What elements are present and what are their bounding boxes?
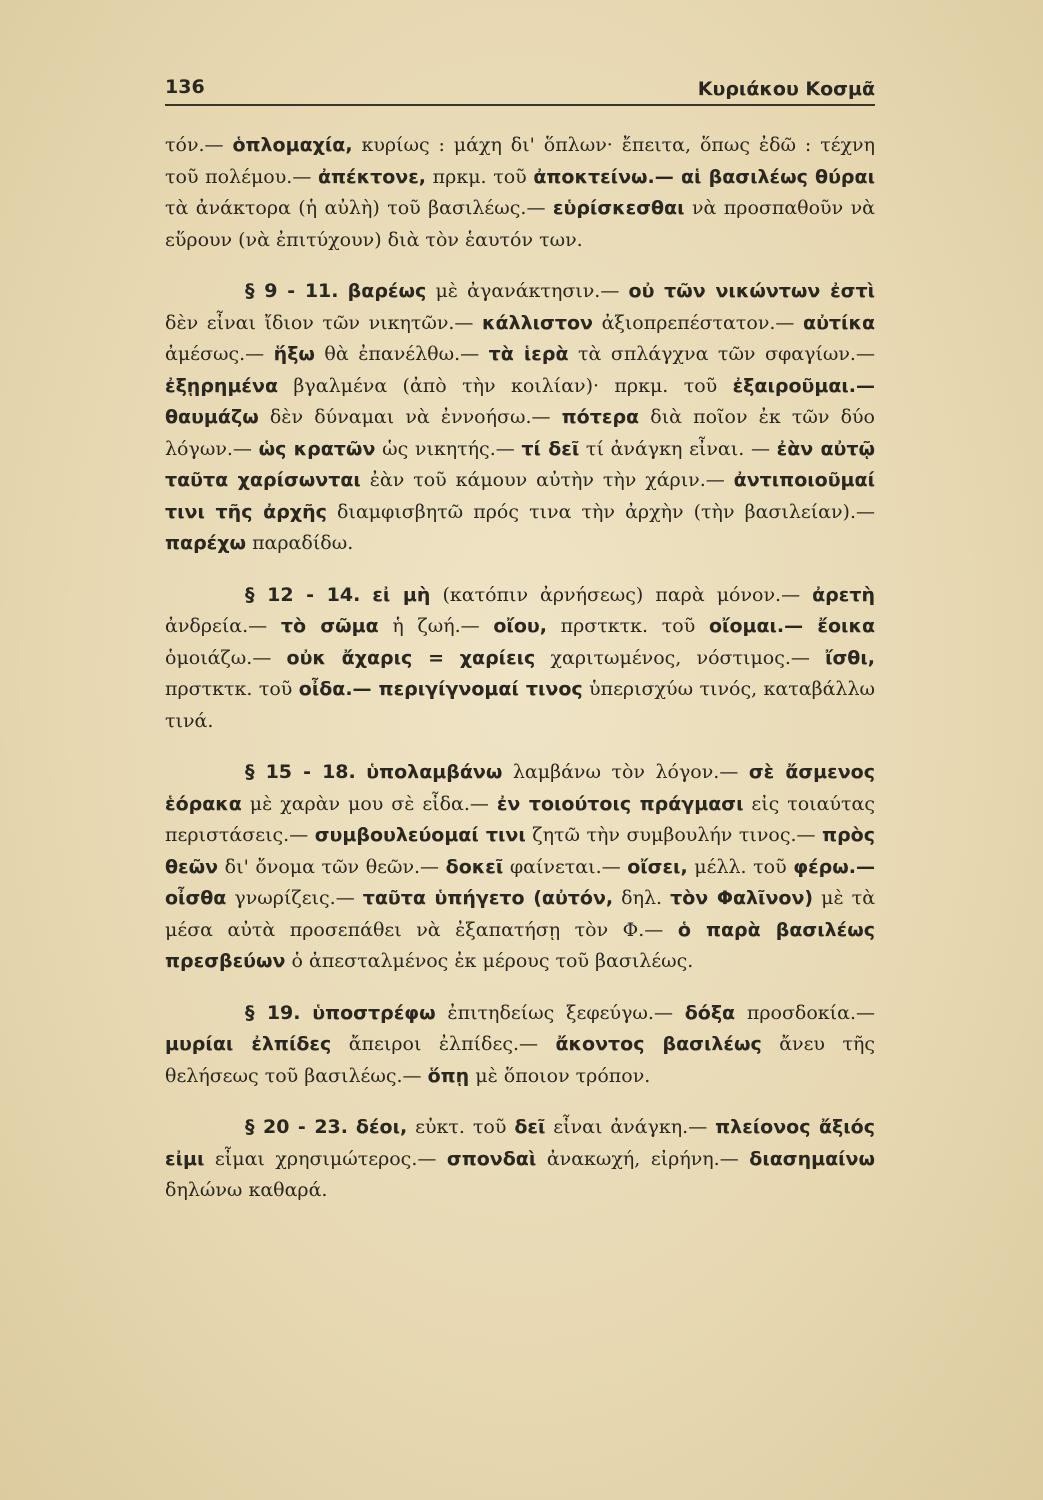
headword: ἀπέκτονε, xyxy=(317,165,427,188)
gloss-text: δὲν δύναμαι νὰ ἐννοήσω.— xyxy=(258,406,562,428)
headword: οἴου, xyxy=(493,615,547,637)
gloss-text: παραδίδω. xyxy=(246,532,354,554)
gloss-text: νὰ προσπαθοῦν νὰ εὕρουν (νὰ ἐπιτύχουν) διὰ τὸν ἑαυτόν των. xyxy=(165,197,875,251)
headword: οὐ τῶν νικώντων ἐστὶ xyxy=(628,280,875,302)
gloss-text: ἐὰν τοῦ κάμουν αὐτὴν τὴν χάριν.— xyxy=(360,469,734,491)
gloss-text: πρστκτκ. τοῦ xyxy=(546,615,709,637)
gloss-text: δηλώνω καθαρά. xyxy=(165,1179,328,1201)
headword: μυρίαι ἐλπίδες xyxy=(165,1033,332,1055)
headword: ἥξω xyxy=(273,343,315,365)
headword: βαρέως xyxy=(347,280,427,302)
paragraph-section-20-23 xyxy=(165,1112,875,1207)
gloss-text: μὲ ἀγανάκτησιν.— xyxy=(426,280,629,302)
headword: ἐν τοιούτοις πράγμασι xyxy=(496,792,744,815)
headword: εὑρίσκεσθαι xyxy=(552,197,685,219)
headword: ὁ παρὰ βασιλέως πρεσβεύων xyxy=(165,918,876,972)
gloss-text: φαίνεται.— xyxy=(503,855,628,878)
section-marker: § 12 - 14. xyxy=(245,583,361,606)
gloss-text: πρκμ. τοῦ xyxy=(426,165,534,188)
gloss-text: εἶμαι χρησιμώτερος.— xyxy=(204,1147,447,1170)
headword: ἐξαιροῦμαι.— θαυμάζω xyxy=(165,374,875,428)
page-number: 136 xyxy=(165,76,205,98)
gloss-text: μὲ ὅποιον τρόπον. xyxy=(469,1064,651,1087)
headword: κάλλιστον xyxy=(482,311,593,334)
headword: ταῦτα ὑπήγετο (αὐτόν, xyxy=(362,887,614,909)
gloss-text: θὰ ἐπανέλθω.— xyxy=(314,343,489,365)
gloss-text: ἀνδρεία.— xyxy=(165,615,281,637)
gloss-text: ἄνευ τῆς θελήσεως τοῦ βασιλέως.— xyxy=(165,1033,875,1087)
gloss-text: μὲ χαρὰν μου σὲ εἶδα.— xyxy=(241,792,497,815)
gloss-text: τὰ σπλάγχνα τῶν σφαγίων.— xyxy=(568,343,875,365)
paragraph-section-9-11 xyxy=(165,276,875,560)
headword: ἐὰν αὐτῷ ταῦτα χαρίσωνται xyxy=(165,437,875,491)
gloss-text: ἀμέσως.— xyxy=(165,343,274,365)
headword: δεῖ xyxy=(514,1116,546,1138)
gloss-text: ἡ ζωή.— xyxy=(378,615,494,637)
headword: τὰ ἱερὰ xyxy=(488,343,569,365)
headword: τὸν Φαλῖνον) xyxy=(670,887,814,909)
gloss-text: (κατόπιν ἀρνήσεως) παρὰ μόνον.— xyxy=(430,583,813,606)
headword: ὑπολαμβάνω xyxy=(366,761,503,783)
headword: σπονδαὶ xyxy=(446,1147,537,1170)
page-body xyxy=(165,130,875,1227)
page-header xyxy=(165,74,875,106)
headword: ἀποκτείνω.— αἱ βασιλέως θύραι xyxy=(533,165,875,188)
headword: συμβουλεύομαί τινι xyxy=(314,824,526,846)
headword: δέοι, xyxy=(355,1116,408,1138)
paragraph-section-19 xyxy=(165,998,875,1093)
headword: ἀρετὴ xyxy=(812,583,875,606)
headword: τί δεῖ xyxy=(521,437,580,460)
gloss-text: μέλλ. τοῦ xyxy=(687,855,794,878)
gloss-text: δηλ. xyxy=(613,887,671,909)
gloss-text: εἶναι ἀνάγκη.— xyxy=(545,1116,716,1138)
headword: ἐξῃρημένα xyxy=(165,374,279,397)
gloss-text: γνωρίζεις.— xyxy=(226,887,363,909)
headword: ἴσθι, xyxy=(825,646,875,669)
gloss-text: εὐκτ. τοῦ xyxy=(407,1116,515,1138)
paragraph-section-12-14 xyxy=(165,580,875,738)
headword: ἄκοντος βασιλέως xyxy=(555,1033,762,1055)
headword: οἴομαι.— ἔοικα xyxy=(708,615,876,637)
headword: παρέχω xyxy=(165,532,247,554)
gloss-text: δι' ὄνομα τῶν θεῶν.— xyxy=(218,855,446,878)
gloss-text: βγαλμένα (ἀπὸ τὴν κοιλίαν)· πρκμ. τοῦ xyxy=(278,374,733,397)
gloss-text: διὰ ποῖον ἐκ τῶν δύο λόγων.— xyxy=(165,406,875,460)
gloss-text: τόν.— xyxy=(165,134,233,156)
headword: ὡς κρατῶν xyxy=(258,437,376,460)
gloss-text: ζητῶ τὴν συμβουλήν τινος.— xyxy=(525,824,823,846)
headword: οἴσει, xyxy=(627,855,688,878)
headword: ὅπῃ xyxy=(427,1064,470,1087)
headword: οἶδα.— περιγίγνομαί τινος xyxy=(298,678,583,700)
section-marker: § 19. xyxy=(245,1001,301,1024)
headword: διασημαίνω xyxy=(749,1147,875,1170)
running-title: Κυριάκου Κοσμᾶ xyxy=(697,78,875,100)
gloss-text: ἀξιοπρεπέστατον.— xyxy=(592,311,804,334)
gloss-text: ἀνακωχή, εἰρήνη.— xyxy=(536,1147,750,1170)
gloss-text: μὲ τὰ μέσα αὐτὰ προσεπάθει νὰ ἐξαπατήσῃ τὸν Φ.— xyxy=(165,887,876,941)
headword: ἀντιποιοῦμαί τινι τῆς ἀρχῆς xyxy=(165,469,875,523)
gloss-text: τὰ ἀνάκτορα (ἡ αὐλὴ) τοῦ βασιλέως.— xyxy=(165,197,553,219)
headword: αὐτίκα xyxy=(803,311,875,334)
gloss-text: ὁ ἀπεσταλμένος ἐκ μέρους τοῦ βασιλέως. xyxy=(285,950,694,972)
gloss-text: διαμφισβητῶ πρός τινα τὴν ἀρχὴν (τὴν βασιλείαν).— xyxy=(326,500,876,523)
headword: πρὸς θεῶν xyxy=(165,824,875,878)
gloss-text: εἰς τοιαύτας περιστάσεις.— xyxy=(165,792,875,846)
gloss-text: τί ἀνάγκη εἶναι. — xyxy=(579,437,777,460)
section-marker: § 15 - 18. xyxy=(245,761,356,783)
headword: φέρω.—οἶσθα xyxy=(165,855,876,909)
headword: τὸ σῶμα xyxy=(280,615,379,637)
section-marker: § 9 - 11. xyxy=(245,280,339,302)
headword: δοκεῖ xyxy=(445,855,504,878)
headword: ὑποστρέφω xyxy=(312,1001,436,1024)
gloss-text: ὁμοιάζω.— xyxy=(165,646,287,669)
gloss-text: κυρίως : μάχη δι' ὅπλων· ἔπειτα, ὅπως ἐδῶ : τέχνη τοῦ πολέμου.— xyxy=(165,134,875,188)
gloss-text: ἐπιτηδείως ξεφεύγω.— xyxy=(435,1001,685,1024)
headword: πότερα xyxy=(561,406,640,428)
headword: εἰ μὴ xyxy=(372,583,431,606)
gloss-text: προσδοκία.— xyxy=(735,1001,876,1024)
gloss-text: ἄπειροι ἐλπίδες.— xyxy=(331,1033,556,1055)
headword: ὁπλομαχία, xyxy=(232,134,353,156)
gloss-text: ὑπερισχύω τινός, καταβάλλω τινά. xyxy=(165,678,875,732)
paragraph-section-15-18 xyxy=(165,757,875,978)
headword: πλείονος ἄξιός εἰμι xyxy=(165,1116,875,1170)
headword: δόξα xyxy=(684,1001,736,1024)
gloss-text: δὲν εἶναι ἴδιον τῶν νικητῶν.— xyxy=(165,311,483,334)
section-marker: § 20 - 23. xyxy=(245,1116,348,1138)
headword: σὲ ἄσμενος ἑόρακα xyxy=(165,761,875,815)
gloss-text: λαμβάνω τὸν λόγον.— xyxy=(502,761,749,783)
gloss-text: ὡς νικητής.— xyxy=(375,437,522,460)
headword: οὐκ ἄχαρις = χαρίεις xyxy=(286,646,536,669)
gloss-text: χαριτωμένος, νόστιμος.— xyxy=(535,646,826,669)
paragraph-continued xyxy=(165,130,875,256)
gloss-text: πρστκτκ. τοῦ xyxy=(165,678,299,700)
